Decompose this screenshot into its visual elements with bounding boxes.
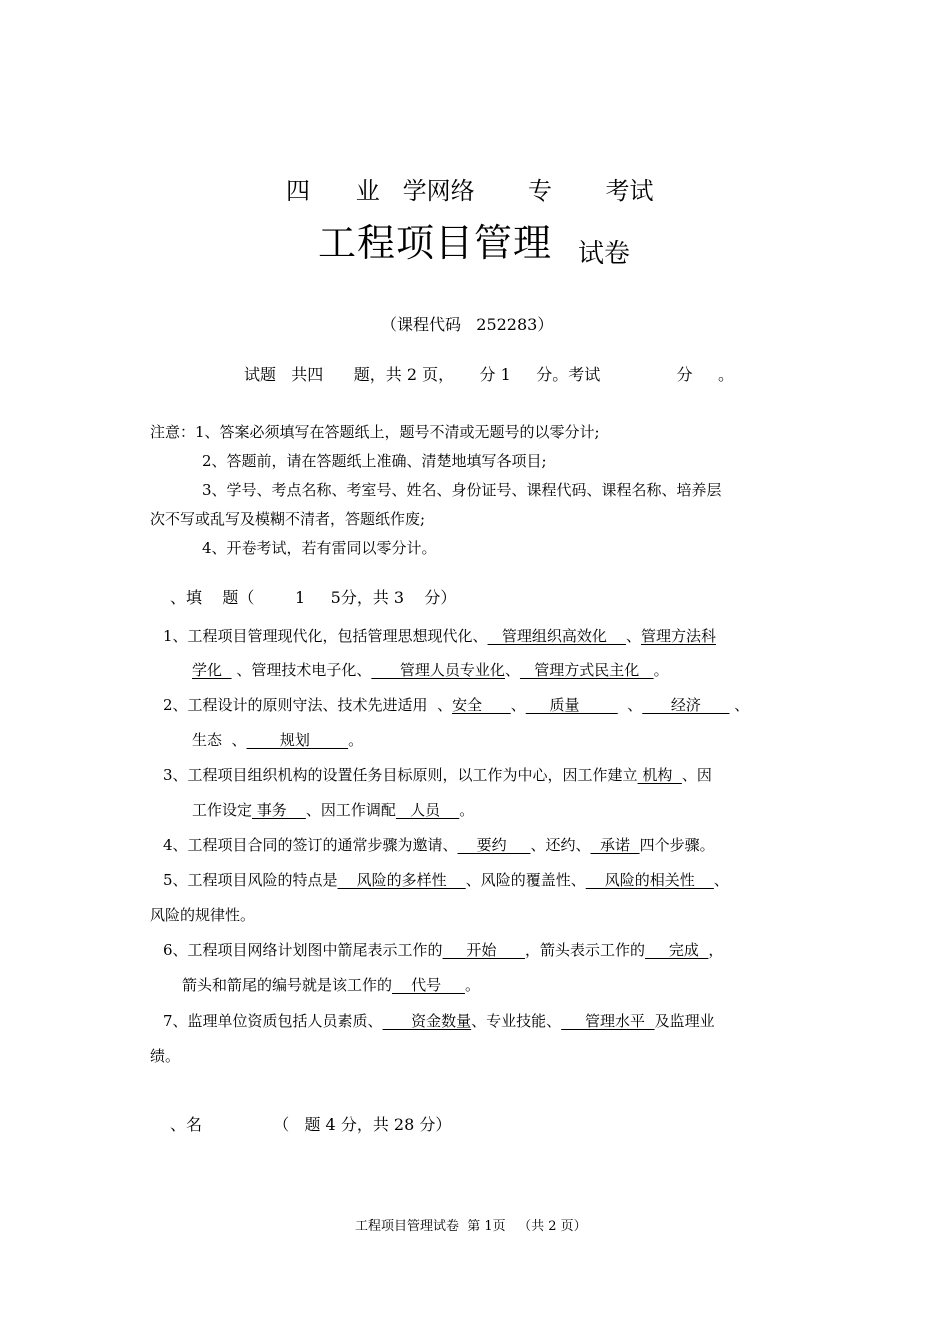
answer-blank: 规划 <box>246 731 349 749</box>
question-2-line2: 生态 、 规划 。 <box>192 731 364 749</box>
exam-info-line: 试题 共四 题，共 2 页， 分 1 分。考试 分 。 <box>244 365 734 384</box>
answer-blank: 管理方法科 <box>640 627 716 645</box>
answer-blank: 安全 <box>452 696 511 714</box>
note-4: 4、开卷考试，若有雷同以零分计。 <box>202 539 437 557</box>
answer-blank: 管理水平 <box>561 1012 655 1030</box>
answer-blank: 要约 <box>457 836 531 854</box>
question-6-line1: 6、工程项目网络计划图中箭尾表示工作的 开始 ，箭头表示工作的 完成 ， <box>163 941 724 959</box>
question-1-line2: 学化 、管理技术电子化、 管理人员专业化、 管理方式民主化 。 <box>192 661 669 679</box>
section2-heading: 、名 （ 题 4 分，共 28 分） <box>170 1115 452 1134</box>
note-2: 2、答题前，请在答题纸上准确、清楚地填写各项目; <box>202 452 547 470</box>
course-title: 工程项目管理 <box>318 221 553 265</box>
answer-blank: 风险的多样性 <box>337 871 466 889</box>
question-3-line1: 3、工程项目组织机构的设置任务目标原则，以工作为中心，因工作建立 机构 、因 <box>163 766 712 784</box>
question-2-line1: 2、工程设计的原则守法、技术先进适用 、安全 、 质量 、 经济 、 <box>163 696 750 714</box>
answer-blank: 经济 <box>642 696 730 714</box>
answer-blank: 质量 <box>525 696 618 714</box>
answer-blank: 机构 <box>637 766 682 784</box>
note-1: 注意：1、答案必须填写在答题纸上，题号不清或无题号的以零分计; <box>150 423 600 441</box>
question-5-line1: 5、工程项目风险的特点是 风险的多样性 、风险的覆盖性、 风险的相关性 、 <box>163 871 729 889</box>
answer-blank: 人员 <box>395 801 460 819</box>
answer-blank: 完成 <box>645 941 709 959</box>
answer-blank: 开始 <box>442 941 525 959</box>
exam-paper-label: 试卷 <box>578 239 631 269</box>
note-3-line1: 3、学号、考点名称、考室号、姓名、身份证号、课程代码、课程名称、培养层 <box>202 481 722 499</box>
answer-blank: 资金数量 <box>382 1012 472 1030</box>
question-5-line2: 风险的规律性。 <box>150 906 256 924</box>
answer-blank: 承诺 <box>590 836 640 854</box>
answer-blank: 代号 <box>392 976 465 994</box>
question-3-line2: 工作设定 事务 、因工作调配 人员 。 <box>192 801 475 819</box>
question-6-line2: 箭头和箭尾的编号就是该工作的 代号 。 <box>182 976 480 994</box>
exam-header-line: 四 业 学网络 专 考试 <box>286 177 654 205</box>
page-footer: 工程项目管理试卷 第 1页 （共 2 页） <box>355 1219 587 1234</box>
section1-heading: 、填 题（ 1 5分，共 3 分） <box>170 588 457 607</box>
question-7-line1: 7、监理单位资质包括人员素质、 资金数量、专业技能、 管理水平 及监理业 <box>163 1012 715 1030</box>
answer-blank: 学化 <box>192 661 232 679</box>
answer-blank: 管理人员专业化 <box>371 661 505 679</box>
question-1-line1: 1、工程项目管理现代化，包括管理思想现代化、 管理组织高效化 、管理方法科 <box>163 627 716 645</box>
answer-blank: 事务 <box>252 801 306 819</box>
answer-blank: 风险的相关性 <box>585 871 714 889</box>
answer-blank: 管理组织高效化 <box>487 627 626 645</box>
note-3-line2: 次不写或乱写及模糊不清者，答题纸作废; <box>150 510 426 528</box>
question-7-line2: 绩。 <box>150 1047 181 1065</box>
course-code: （课程代码 252283） <box>381 315 554 334</box>
question-4: 4、工程项目合同的签订的通常步骤为邀请、 要约 、还约、 承诺 四个步骤。 <box>163 836 715 854</box>
answer-blank: 管理方式民主化 <box>519 661 654 679</box>
